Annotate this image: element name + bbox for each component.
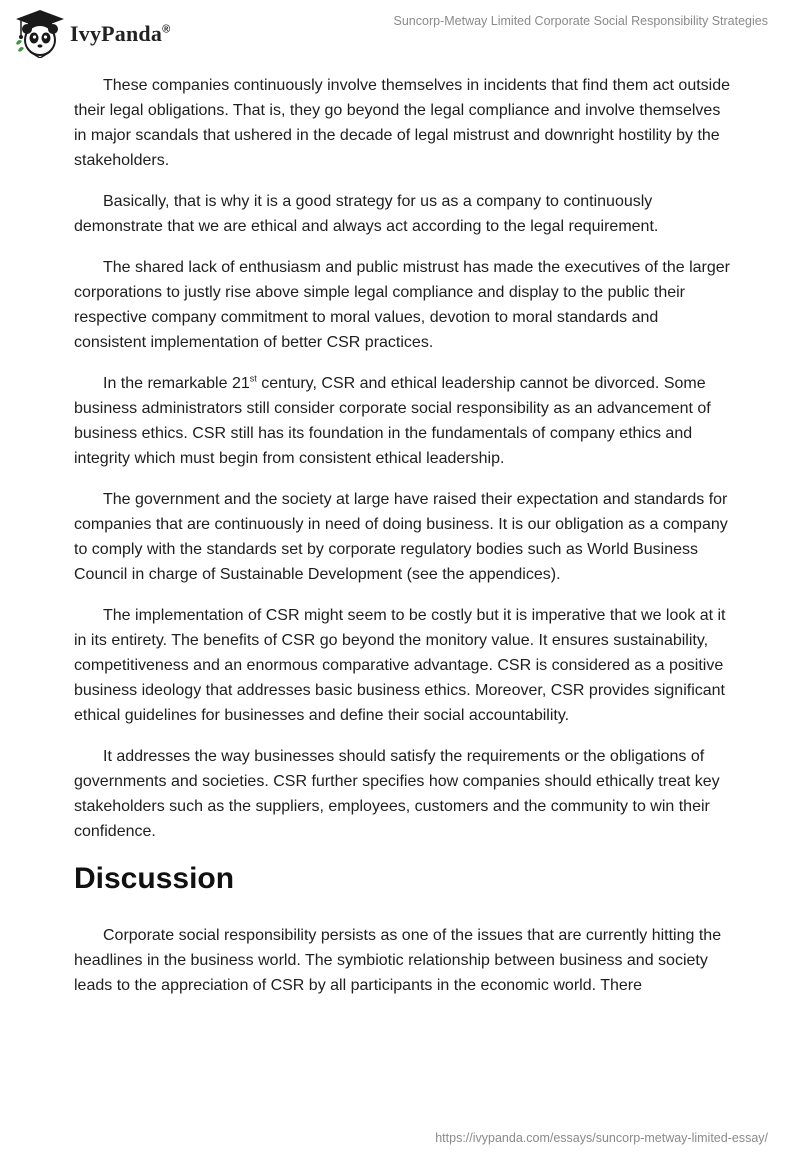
- section-heading: Discussion: [74, 862, 235, 895]
- document-title: Suncorp-Metway Limited Corporate Social Responsibility Strategies: [393, 14, 768, 28]
- paragraph: The government and the society at large have raised their expectation and standards for companies that are continuously in need of doing business. It is our obligation as a company to comply with the standards set by corporate regulatory bodies such as World Business Council in charge of Sustainable Development (see the appendices).: [74, 491, 728, 583]
- paragraph: These companies continuously involve themselves in incidents that find them act outside their legal obligations. That is, they go beyond the legal compliance and involve themselves in major scandals that ushered in the decade of legal mistrust and downright hostility by the stakeholders.: [74, 77, 731, 169]
- brand-name: IvyPanda®: [70, 21, 171, 46]
- ivypanda-logo[interactable]: [14, 8, 170, 58]
- panda-graduate-icon: [14, 8, 66, 58]
- essay-body: [74, 73, 734, 1014]
- paragraph: Basically, that is why it is a good strategy for us as a company to continuously demonstrate that we are ethical and always act according to the legal requirement.: [74, 193, 659, 235]
- paragraph: The implementation of CSR might seem to be costly but it is imperative that we look at it in its entirety. The benefits of CSR go beyond the monitory value. It ensures sustainability, competitiveness and an enormous comparative advantage. CSR is considered as a positive business ideology that addresses basic business ethics. Moreover, CSR provides significant ethical guidelines for businesses and define their social accountability.: [74, 607, 726, 724]
- paragraph: Corporate social responsibility persists as one of the issues that are currently hitting the headlines in the business world. The symbiotic relationship between business and society leads to the appreciation of CSR by all participants in the economic world. There: [74, 927, 722, 994]
- source-url[interactable]: https://ivypanda.com/essays/suncorp-metway-limited-essay/: [435, 1131, 768, 1145]
- paragraph: It addresses the way businesses should satisfy the requirements or the obligations of governments and societies. CSR further specifies how companies should ethically treat key stakeholders such as the suppliers, employees, customers and the community to win their confidence.: [74, 748, 720, 840]
- page-header: [0, 0, 800, 64]
- paragraph: In the remarkable 21st century, CSR and ethical leadership cannot be divorced. Some business administrators still consider corporate social responsibility as an advancement of business ethics. CSR still has its foundation in the fundamentals of company ethics and integrity which must begin from consistent ethical leadership.: [74, 373, 711, 467]
- paragraph: The shared lack of enthusiasm and public mistrust has made the executives of the larger corporations to justly rise above simple legal compliance and display to the public their respective company commitment to moral values, devotion to moral standards and consistent implementation of better CSR practices.: [74, 259, 730, 351]
